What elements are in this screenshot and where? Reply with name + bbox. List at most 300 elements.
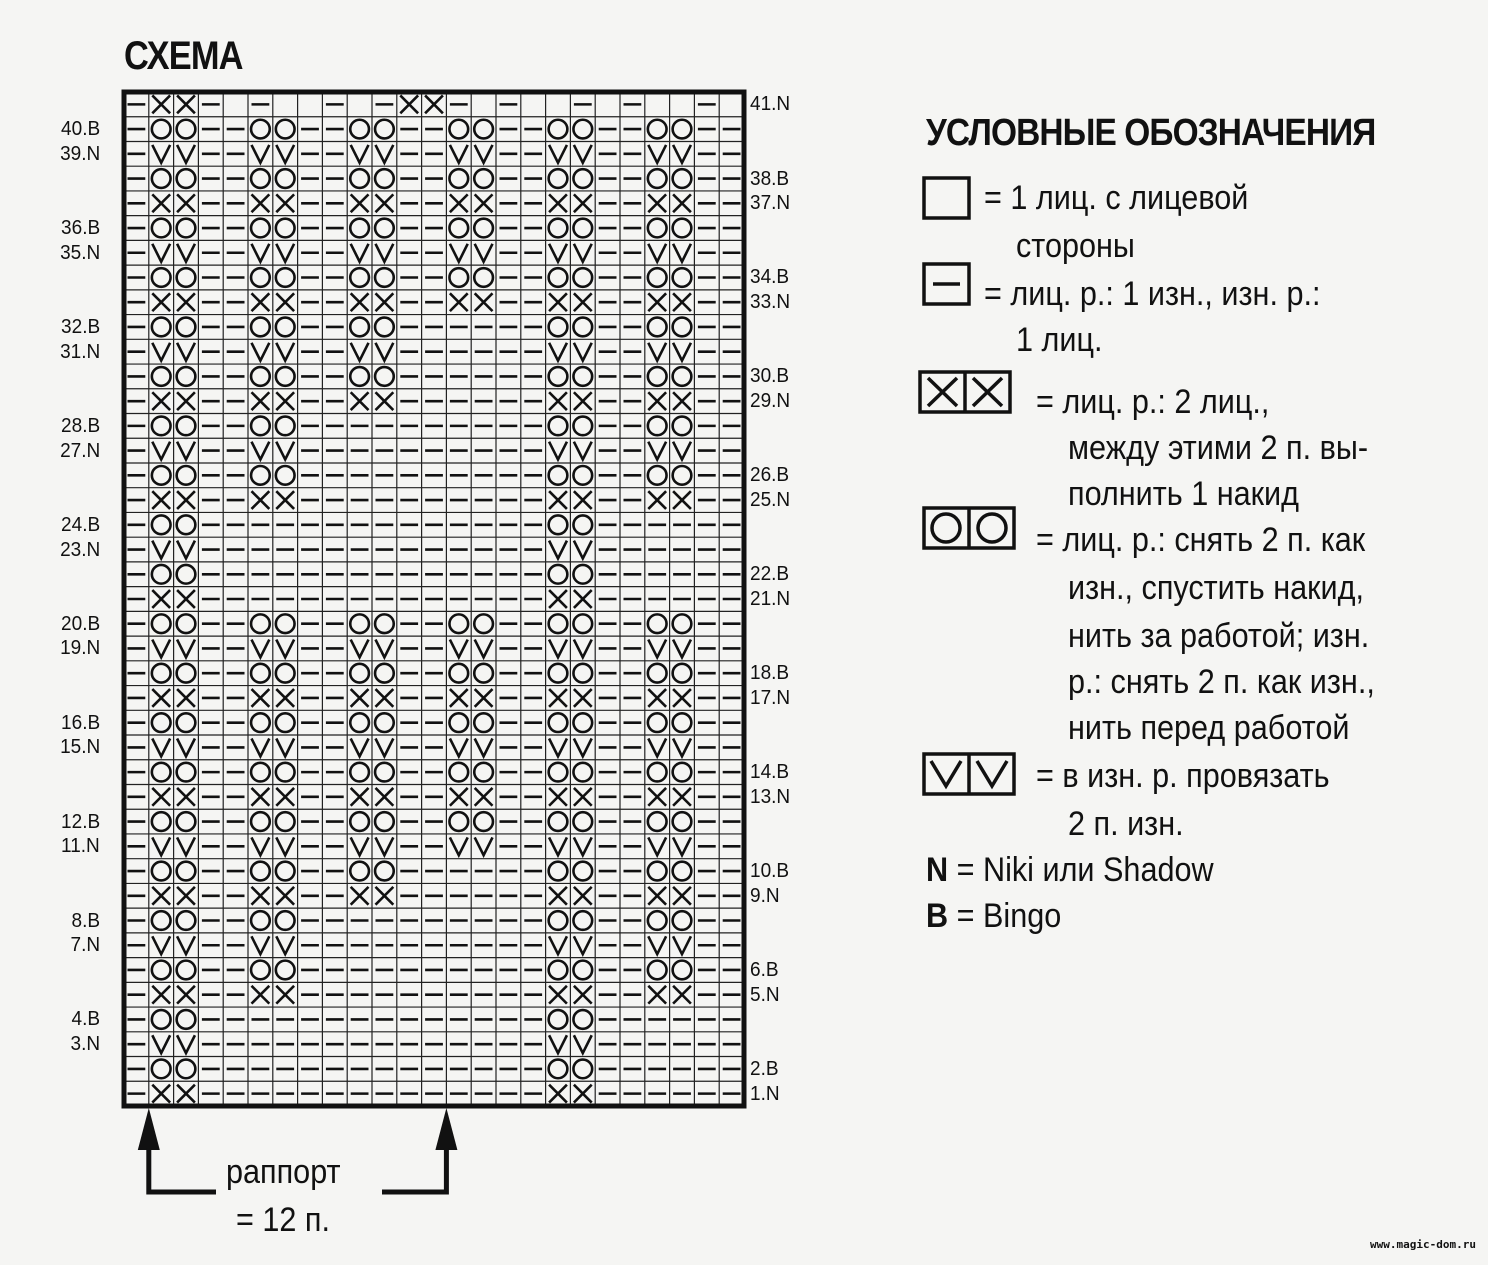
circle-symbol bbox=[152, 961, 171, 980]
row-label: 6.B bbox=[750, 958, 779, 981]
row-label: 3.N bbox=[70, 1033, 100, 1056]
v-symbol bbox=[450, 244, 468, 262]
v-symbol bbox=[549, 1035, 567, 1053]
circle-symbol bbox=[449, 120, 468, 139]
circle-symbol bbox=[573, 862, 592, 881]
circle-symbol bbox=[549, 219, 568, 238]
circle-symbol bbox=[474, 268, 493, 287]
circle-symbol bbox=[350, 862, 369, 881]
circle-symbol bbox=[673, 763, 692, 782]
circle-symbol bbox=[276, 466, 295, 485]
v-symbol bbox=[251, 936, 269, 954]
row-label: 13.N bbox=[750, 785, 791, 808]
circle-symbol bbox=[673, 713, 692, 732]
circle-symbol bbox=[573, 515, 592, 534]
v-symbol bbox=[450, 145, 468, 163]
row-label: 30.B bbox=[750, 365, 790, 388]
circle-symbol bbox=[276, 417, 295, 436]
circle-symbol bbox=[177, 862, 196, 881]
circle-symbol bbox=[474, 664, 493, 683]
circle-symbol bbox=[251, 911, 270, 930]
circle-symbol bbox=[375, 664, 394, 683]
circle-symbol bbox=[375, 318, 394, 337]
v-symbol bbox=[152, 541, 170, 559]
row-label: 9.N bbox=[750, 884, 780, 907]
circle-symbol bbox=[549, 120, 568, 139]
circle-symbol bbox=[648, 417, 667, 436]
legend-circle-line4: р.: снять 2 п. как изн., bbox=[1068, 663, 1375, 701]
circle-symbol bbox=[673, 169, 692, 188]
row-label: 15.N bbox=[59, 736, 100, 759]
circle-symbol bbox=[648, 862, 667, 881]
circle-symbol bbox=[251, 466, 270, 485]
circle-symbol bbox=[573, 120, 592, 139]
circle-symbol bbox=[251, 120, 270, 139]
circle-symbol bbox=[573, 417, 592, 436]
circle-symbol bbox=[276, 169, 295, 188]
row-label: 23.N bbox=[59, 538, 100, 561]
circle-symbol bbox=[673, 911, 692, 930]
circle-symbol bbox=[177, 466, 196, 485]
circle-symbol bbox=[573, 367, 592, 386]
circle-symbol bbox=[251, 169, 270, 188]
v-symbol bbox=[375, 343, 393, 361]
circle-symbol bbox=[549, 812, 568, 831]
legend-circle-icon bbox=[922, 506, 1018, 552]
circle-symbol bbox=[177, 614, 196, 633]
circle-symbol bbox=[449, 713, 468, 732]
circle-symbol bbox=[152, 911, 171, 930]
row-label: 4.B bbox=[71, 1008, 100, 1031]
chart-title: СХЕМА bbox=[124, 34, 243, 78]
v-symbol bbox=[177, 1035, 195, 1053]
row-label: 25.N bbox=[750, 489, 791, 512]
v-symbol bbox=[648, 738, 666, 756]
v-symbol bbox=[177, 145, 195, 163]
circle-symbol bbox=[573, 713, 592, 732]
circle-symbol bbox=[350, 713, 369, 732]
v-symbol bbox=[549, 442, 567, 460]
v-symbol bbox=[574, 837, 592, 855]
row-label: 22.B bbox=[750, 563, 790, 586]
circle-symbol bbox=[375, 169, 394, 188]
circle-symbol bbox=[152, 862, 171, 881]
circle-symbol bbox=[648, 812, 667, 831]
circle-symbol bbox=[573, 219, 592, 238]
circle-symbol bbox=[251, 812, 270, 831]
circle-symbol bbox=[673, 120, 692, 139]
row-label: 26.B bbox=[750, 464, 790, 487]
v-symbol bbox=[152, 640, 170, 658]
v-symbol bbox=[450, 640, 468, 658]
circle-symbol bbox=[177, 961, 196, 980]
circle-symbol bbox=[350, 268, 369, 287]
row-label: 32.B bbox=[60, 315, 100, 338]
circle-symbol bbox=[276, 763, 295, 782]
v-symbol bbox=[673, 145, 691, 163]
repeat-arrow-right bbox=[435, 1108, 457, 1150]
v-symbol bbox=[375, 145, 393, 163]
legend-yarn-b bbox=[926, 894, 1061, 938]
circle-symbol bbox=[474, 713, 493, 732]
legend-empty-icon bbox=[922, 176, 972, 222]
row-label: 18.B bbox=[750, 662, 790, 685]
v-symbol bbox=[673, 837, 691, 855]
circle-symbol bbox=[177, 565, 196, 584]
circle-symbol bbox=[673, 961, 692, 980]
circle-symbol bbox=[177, 318, 196, 337]
circle-symbol bbox=[474, 614, 493, 633]
v-symbol bbox=[177, 837, 195, 855]
circle-symbol bbox=[177, 219, 196, 238]
circle-symbol bbox=[449, 169, 468, 188]
circle-symbol bbox=[177, 664, 196, 683]
row-label: 41.N bbox=[750, 93, 791, 116]
circle-symbol bbox=[573, 763, 592, 782]
row-label: 27.N bbox=[59, 439, 100, 462]
legend-circle-line5: нить перед работой bbox=[1068, 709, 1350, 747]
row-label: 16.B bbox=[60, 711, 100, 734]
circle-symbol bbox=[648, 268, 667, 287]
circle-symbol bbox=[375, 763, 394, 782]
circle-symbol bbox=[177, 268, 196, 287]
v-symbol bbox=[251, 640, 269, 658]
v-symbol bbox=[177, 244, 195, 262]
row-label: 39.N bbox=[59, 142, 100, 165]
circle-symbol bbox=[474, 120, 493, 139]
v-symbol bbox=[152, 738, 170, 756]
circle-symbol bbox=[648, 120, 667, 139]
legend-circle-line3: нить за работой; изн. bbox=[1068, 617, 1370, 655]
legend-title: УСЛОВНЫЕ ОБОЗНАЧЕНИЯ bbox=[926, 112, 1376, 154]
repeat-bracket-right bbox=[382, 1148, 446, 1192]
v-symbol bbox=[251, 738, 269, 756]
circle-symbol bbox=[648, 713, 667, 732]
circle-symbol bbox=[549, 961, 568, 980]
circle-symbol bbox=[251, 219, 270, 238]
v-symbol bbox=[177, 343, 195, 361]
circle-symbol bbox=[549, 763, 568, 782]
legend-dash-icon bbox=[922, 262, 972, 308]
circle-symbol bbox=[152, 713, 171, 732]
circle-symbol bbox=[251, 763, 270, 782]
circle-symbol bbox=[549, 713, 568, 732]
circle-symbol bbox=[449, 812, 468, 831]
footer-url: www.magic-dom.ru bbox=[1370, 1238, 1476, 1251]
circle-symbol bbox=[251, 862, 270, 881]
v-symbol bbox=[276, 936, 294, 954]
v-symbol bbox=[251, 244, 269, 262]
circle-symbol bbox=[573, 1010, 592, 1029]
circle-symbol bbox=[549, 268, 568, 287]
v-symbol bbox=[648, 343, 666, 361]
v-symbol bbox=[549, 145, 567, 163]
legend-yarn-n bbox=[926, 848, 1214, 892]
v-symbol bbox=[276, 244, 294, 262]
circle-symbol bbox=[573, 961, 592, 980]
circle-symbol bbox=[573, 614, 592, 633]
circle-symbol bbox=[375, 120, 394, 139]
circle-symbol bbox=[549, 664, 568, 683]
circle-symbol bbox=[276, 812, 295, 831]
circle-symbol bbox=[375, 713, 394, 732]
row-label: 40.B bbox=[60, 118, 100, 141]
circle-symbol bbox=[152, 812, 171, 831]
row-label: 33.N bbox=[750, 291, 791, 314]
circle-symbol bbox=[673, 614, 692, 633]
circle-symbol bbox=[152, 268, 171, 287]
circle-symbol bbox=[648, 219, 667, 238]
circle-symbol bbox=[177, 1010, 196, 1029]
circle-symbol bbox=[573, 1060, 592, 1079]
v-symbol bbox=[251, 343, 269, 361]
row-label: 31.N bbox=[59, 340, 100, 363]
circle-symbol bbox=[549, 911, 568, 930]
circle-symbol bbox=[152, 367, 171, 386]
circle-symbol bbox=[276, 219, 295, 238]
v-symbol bbox=[648, 640, 666, 658]
circle-symbol bbox=[251, 614, 270, 633]
v-symbol bbox=[276, 738, 294, 756]
row-label: 24.B bbox=[60, 513, 100, 536]
legend-cross-icon bbox=[918, 370, 1014, 416]
v-symbol bbox=[152, 1035, 170, 1053]
v-symbol bbox=[276, 837, 294, 855]
circle-symbol bbox=[648, 318, 667, 337]
v-symbol bbox=[475, 640, 493, 658]
circle-symbol bbox=[152, 1060, 171, 1079]
v-symbol bbox=[673, 343, 691, 361]
circle-symbol bbox=[673, 367, 692, 386]
circle-symbol bbox=[648, 911, 667, 930]
v-symbol bbox=[351, 640, 369, 658]
v-symbol bbox=[574, 640, 592, 658]
circle-symbol bbox=[449, 664, 468, 683]
circle-symbol bbox=[549, 862, 568, 881]
v-symbol bbox=[152, 837, 170, 855]
v-symbol bbox=[152, 145, 170, 163]
circle-symbol bbox=[573, 565, 592, 584]
circle-symbol bbox=[350, 812, 369, 831]
v-symbol bbox=[673, 738, 691, 756]
row-label: 19.N bbox=[59, 637, 100, 660]
circle-symbol bbox=[449, 763, 468, 782]
circle-symbol bbox=[549, 1060, 568, 1079]
v-symbol bbox=[375, 738, 393, 756]
circle-symbol bbox=[549, 515, 568, 534]
row-label: 10.B bbox=[750, 860, 790, 883]
circle-symbol bbox=[474, 812, 493, 831]
v-symbol bbox=[549, 837, 567, 855]
v-symbol bbox=[450, 837, 468, 855]
legend-cross-line3: полнить 1 накид bbox=[1068, 475, 1300, 513]
v-symbol bbox=[177, 442, 195, 460]
circle-symbol bbox=[350, 318, 369, 337]
circle-symbol bbox=[152, 417, 171, 436]
v-symbol bbox=[574, 244, 592, 262]
circle-symbol bbox=[673, 664, 692, 683]
v-symbol bbox=[276, 145, 294, 163]
circle-symbol bbox=[375, 862, 394, 881]
v-symbol bbox=[673, 244, 691, 262]
v-symbol bbox=[177, 936, 195, 954]
v-symbol bbox=[351, 244, 369, 262]
circle-symbol bbox=[152, 515, 171, 534]
circle-symbol bbox=[573, 268, 592, 287]
legend-cross-line1: = лиц. р.: 2 лиц., bbox=[1036, 383, 1270, 421]
legend-v-line2: 2 п. изн. bbox=[1068, 805, 1184, 843]
circle-symbol bbox=[152, 1010, 171, 1029]
circle-symbol bbox=[251, 417, 270, 436]
yarn-n-text: = Niki или Shadow bbox=[948, 851, 1214, 889]
row-label: 28.B bbox=[60, 414, 100, 437]
v-symbol bbox=[549, 244, 567, 262]
circle-symbol bbox=[648, 664, 667, 683]
circle-symbol bbox=[549, 169, 568, 188]
circle-symbol bbox=[573, 664, 592, 683]
circle-symbol bbox=[375, 219, 394, 238]
circle-symbol bbox=[251, 268, 270, 287]
legend-circle-line1: = лиц. р.: снять 2 п. как bbox=[1036, 521, 1366, 559]
v-symbol bbox=[574, 1035, 592, 1053]
circle-symbol bbox=[152, 466, 171, 485]
circle-symbol bbox=[152, 763, 171, 782]
circle-symbol bbox=[573, 466, 592, 485]
circle-symbol bbox=[152, 169, 171, 188]
circle-symbol bbox=[276, 961, 295, 980]
circle-symbol bbox=[251, 664, 270, 683]
circle-symbol bbox=[276, 614, 295, 633]
v-symbol bbox=[351, 145, 369, 163]
v-symbol bbox=[251, 145, 269, 163]
circle-symbol bbox=[177, 417, 196, 436]
circle-symbol bbox=[474, 219, 493, 238]
circle-symbol bbox=[673, 417, 692, 436]
circle-symbol bbox=[474, 763, 493, 782]
v-symbol bbox=[375, 244, 393, 262]
v-symbol bbox=[648, 244, 666, 262]
circle-symbol bbox=[673, 466, 692, 485]
circle-symbol bbox=[549, 417, 568, 436]
row-label: 8.B bbox=[71, 909, 100, 932]
row-label: 1.N bbox=[750, 1082, 780, 1105]
circle-symbol bbox=[177, 911, 196, 930]
circle-symbol bbox=[276, 318, 295, 337]
circle-symbol bbox=[673, 812, 692, 831]
circle-symbol bbox=[177, 367, 196, 386]
yarn-b-key: B bbox=[926, 897, 949, 935]
v-symbol bbox=[673, 640, 691, 658]
circle-symbol bbox=[177, 812, 196, 831]
row-label: 21.N bbox=[750, 588, 791, 610]
circle-symbol bbox=[152, 565, 171, 584]
circle-symbol bbox=[474, 169, 493, 188]
circle-symbol bbox=[648, 466, 667, 485]
circle-symbol bbox=[673, 219, 692, 238]
circle-symbol bbox=[449, 219, 468, 238]
v-symbol bbox=[574, 145, 592, 163]
circle-symbol bbox=[549, 466, 568, 485]
circle-symbol bbox=[251, 367, 270, 386]
v-symbol bbox=[152, 442, 170, 460]
v-symbol bbox=[276, 343, 294, 361]
circle-symbol bbox=[375, 812, 394, 831]
circle-symbol bbox=[350, 219, 369, 238]
circle-symbol bbox=[350, 120, 369, 139]
row-label: 14.B bbox=[750, 761, 790, 784]
row-label: 34.B bbox=[750, 266, 790, 289]
legend-dash-line1: = лиц. р.: 1 изн., изн. р.: bbox=[984, 275, 1321, 313]
v-symbol bbox=[177, 738, 195, 756]
row-label: 38.B bbox=[750, 167, 790, 190]
yarn-n-key: N bbox=[926, 851, 949, 889]
v-symbol bbox=[648, 442, 666, 460]
circle-symbol bbox=[673, 862, 692, 881]
v-symbol bbox=[574, 343, 592, 361]
circle-symbol bbox=[449, 268, 468, 287]
circle-symbol bbox=[177, 515, 196, 534]
row-label: 2.B bbox=[750, 1057, 779, 1080]
repeat-count: = 12 п. bbox=[236, 1201, 330, 1239]
row-label: 7.N bbox=[70, 934, 100, 957]
v-symbol bbox=[549, 541, 567, 559]
circle-symbol bbox=[276, 664, 295, 683]
circle-symbol bbox=[375, 614, 394, 633]
v-symbol bbox=[673, 936, 691, 954]
repeat-label: раппорт bbox=[226, 1153, 341, 1191]
circle-symbol bbox=[573, 812, 592, 831]
circle-symbol bbox=[648, 367, 667, 386]
v-symbol bbox=[152, 343, 170, 361]
circle-symbol bbox=[648, 763, 667, 782]
circle-symbol bbox=[177, 120, 196, 139]
circle-symbol bbox=[276, 862, 295, 881]
circle-symbol bbox=[350, 763, 369, 782]
circle-symbol bbox=[152, 219, 171, 238]
legend-dash-line2: 1 лиц. bbox=[1016, 321, 1103, 359]
row-label: 36.B bbox=[60, 217, 100, 240]
v-symbol bbox=[351, 837, 369, 855]
circle-symbol bbox=[350, 614, 369, 633]
v-symbol bbox=[549, 936, 567, 954]
circle-symbol bbox=[449, 614, 468, 633]
circle-symbol bbox=[648, 961, 667, 980]
yarn-b-text: = Bingo bbox=[948, 897, 1062, 935]
v-symbol bbox=[574, 936, 592, 954]
repeat-arrow-left bbox=[138, 1108, 160, 1150]
circle-symbol bbox=[152, 120, 171, 139]
circle-symbol bbox=[549, 614, 568, 633]
v-symbol bbox=[351, 343, 369, 361]
v-symbol bbox=[574, 738, 592, 756]
circle-symbol bbox=[549, 1010, 568, 1029]
v-symbol bbox=[450, 738, 468, 756]
v-symbol bbox=[251, 442, 269, 460]
circle-symbol bbox=[251, 713, 270, 732]
circle-symbol bbox=[648, 614, 667, 633]
circle-symbol bbox=[276, 120, 295, 139]
legend-circle-line2: изн., спустить накид, bbox=[1068, 569, 1364, 607]
row-label: 29.N bbox=[750, 390, 791, 413]
legend-empty-line2: стороны bbox=[1016, 227, 1135, 265]
row-label: 17.N bbox=[750, 686, 791, 709]
circle-symbol bbox=[177, 713, 196, 732]
row-label: 20.B bbox=[60, 612, 100, 635]
circle-symbol bbox=[152, 318, 171, 337]
v-symbol bbox=[475, 837, 493, 855]
v-symbol bbox=[152, 244, 170, 262]
circle-symbol bbox=[549, 565, 568, 584]
